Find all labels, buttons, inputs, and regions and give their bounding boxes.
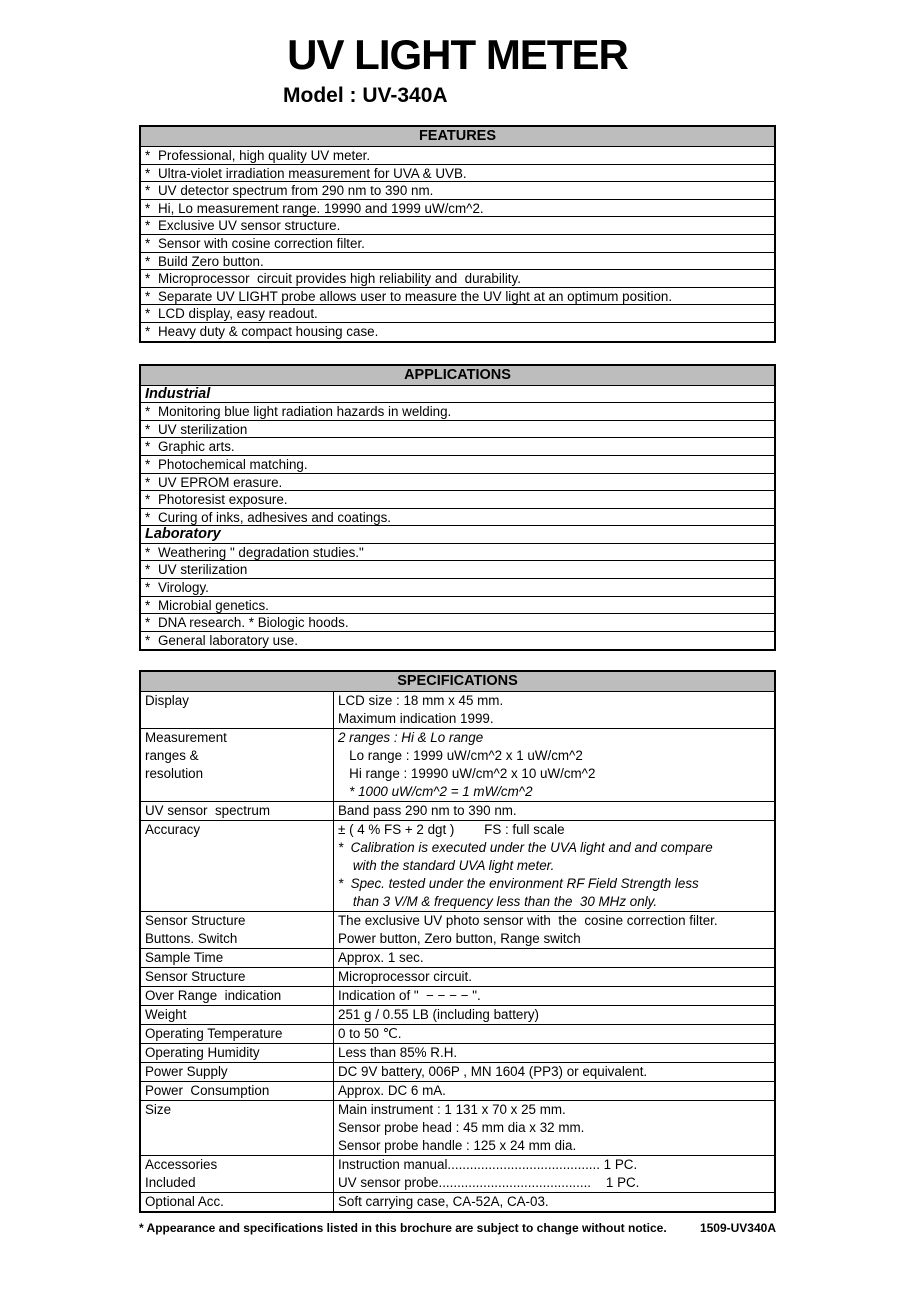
spec-label-line: Display <box>145 693 189 709</box>
spec-label-line: Sensor Structure <box>145 969 246 985</box>
specifications-header: SPECIFICATIONS <box>141 672 774 692</box>
spec-row <box>141 1082 774 1101</box>
spec-row <box>141 1193 774 1211</box>
bullet-asterisk: * <box>145 544 151 560</box>
application-row <box>141 421 774 439</box>
bullet-asterisk: * <box>145 200 151 216</box>
spec-value-line: Approx. DC 6 mA. <box>338 1083 446 1099</box>
feature-row <box>141 305 774 323</box>
spec-value <box>334 1193 774 1211</box>
spec-label-line: Accessories <box>145 1157 218 1173</box>
feature-row <box>141 200 774 218</box>
bullet-asterisk: * <box>145 615 151 631</box>
spec-value <box>334 729 774 801</box>
spec-label <box>141 968 334 986</box>
spec-row <box>141 729 774 802</box>
spec-label <box>141 1082 334 1100</box>
application-group-label: Industrial <box>141 386 774 404</box>
feature-row-text: UV detector spectrum from 290 nm to 390 nm. <box>158 183 434 199</box>
spec-value <box>334 1156 774 1192</box>
feature-row <box>141 270 774 288</box>
feature-row-text: LCD display, easy readout. <box>158 306 318 322</box>
spec-label-line: resolution <box>145 766 204 782</box>
spec-row <box>141 1101 774 1156</box>
specifications-body <box>141 692 774 1211</box>
features-body <box>141 147 774 341</box>
spec-label-line: Size <box>145 1102 172 1118</box>
spec-value-line: Sensor probe head : 45 mm dia x 32 mm. <box>338 1120 585 1136</box>
spec-row <box>141 1006 774 1025</box>
bullet-asterisk: * <box>145 456 151 472</box>
bullet-asterisk: * <box>145 580 151 596</box>
spec-row <box>141 821 774 912</box>
spec-row <box>141 1063 774 1082</box>
application-row <box>141 632 774 650</box>
feature-row-text: Microprocessor circuit provides high reliability and durability. <box>158 271 521 287</box>
application-row <box>141 456 774 474</box>
bullet-asterisk: * <box>145 509 151 525</box>
application-row-text: Photochemical matching. <box>158 456 308 472</box>
spec-value-line: ± ( 4 % FS + 2 dgt ) FS : full scale <box>338 822 565 838</box>
bullet-asterisk: * <box>145 253 151 269</box>
application-row <box>141 438 774 456</box>
spec-label-line: Operating Humidity <box>145 1045 260 1061</box>
bullet-asterisk: * <box>145 218 151 234</box>
spec-row <box>141 802 774 821</box>
spec-label-spacer <box>145 1137 333 1155</box>
bullet-asterisk: * <box>145 148 151 163</box>
spec-label <box>141 912 334 948</box>
spec-value-line: DC 9V battery, 006P , MN 1604 (PP3) or equivalent. <box>338 1064 648 1080</box>
spec-row <box>141 1044 774 1063</box>
spec-value <box>334 692 774 728</box>
bullet-asterisk: * <box>145 404 151 420</box>
feature-row <box>141 165 774 183</box>
spec-value-line: Hi range : 19990 uW/cm^2 x 10 uW/cm^2 <box>338 766 596 782</box>
application-row <box>141 597 774 615</box>
spec-value-line: with the standard UVA light meter. <box>338 858 555 874</box>
feature-row-text: Separate UV LIGHT probe allows user to measure the UV light at an optimum position. <box>158 288 673 304</box>
application-group-label: Laboratory <box>141 526 774 544</box>
spec-label-spacer <box>145 875 333 893</box>
spec-value <box>334 968 774 986</box>
feature-row-text: Heavy duty & compact housing case. <box>158 323 379 339</box>
bullet-asterisk: * <box>145 562 151 578</box>
feature-row <box>141 235 774 253</box>
spec-label <box>141 1006 334 1024</box>
application-row-text: Weathering " degradation studies." <box>158 544 364 560</box>
spec-label <box>141 821 334 911</box>
application-row <box>141 561 774 579</box>
bullet-asterisk: * <box>145 306 151 322</box>
applications-header: APPLICATIONS <box>141 366 774 386</box>
spec-value <box>334 1082 774 1100</box>
spec-value <box>334 1025 774 1043</box>
spec-label <box>141 1025 334 1043</box>
spec-value-line: * Spec. tested under the environment RF Field Strength less <box>338 876 699 892</box>
spec-label-line: Power Supply <box>145 1064 228 1080</box>
spec-value-line: Instruction manual......................................... 1 PC. <box>338 1157 638 1173</box>
spec-value-line: 0 to 50 ℃. <box>338 1026 402 1042</box>
application-row-text: Curing of inks, adhesives and coatings. <box>158 509 391 525</box>
spec-value-line: Indication of " − − − − ". <box>338 988 481 1004</box>
application-row-text: UV sterilization <box>158 562 248 578</box>
spec-row <box>141 912 774 949</box>
spec-value-line: The exclusive UV photo sensor with the cosine correction filter. <box>338 913 718 929</box>
spec-value-line: LCD size : 18 mm x 45 mm. <box>338 693 504 709</box>
spec-value-line: UV sensor probe......................................... 1 PC. <box>338 1175 640 1191</box>
applications-body <box>141 386 774 650</box>
application-row <box>141 579 774 597</box>
spec-value-line: Maximum indication 1999. <box>338 711 494 727</box>
spec-label-spacer <box>145 857 333 875</box>
feature-row <box>141 182 774 200</box>
feature-row-text: Exclusive UV sensor structure. <box>158 218 341 234</box>
bullet-asterisk: * <box>145 323 151 339</box>
spec-value-line: Sensor probe handle : 125 x 24 mm dia. <box>338 1138 577 1154</box>
bullet-asterisk: * <box>145 474 151 490</box>
spec-label <box>141 949 334 967</box>
application-row <box>141 491 774 509</box>
spec-label-line: Weight <box>145 1007 187 1023</box>
spec-value-line: Lo range : 1999 uW/cm^2 x 1 uW/cm^2 <box>338 748 583 764</box>
spec-label <box>141 987 334 1005</box>
spec-value <box>334 1063 774 1081</box>
spec-label-spacer <box>145 839 333 857</box>
application-row-text: Monitoring blue light radiation hazards in welding. <box>158 404 452 420</box>
spec-value <box>334 802 774 820</box>
spec-label-line: Optional Acc. <box>145 1194 224 1210</box>
spec-label-line: Measurement <box>145 730 227 746</box>
spec-value <box>334 949 774 967</box>
feature-row-text: Sensor with cosine correction filter. <box>158 235 365 251</box>
features-header: FEATURES <box>141 127 774 147</box>
feature-row-text: Ultra-violet irradiation measurement for UVA & UVB. <box>158 165 467 181</box>
application-row <box>141 544 774 562</box>
feature-row <box>141 323 774 341</box>
spec-label <box>141 1101 334 1155</box>
application-row-text: UV EPROM erasure. <box>158 474 283 490</box>
spec-label-line: Sensor Structure <box>145 913 246 929</box>
spec-value-line: Less than 85% R.H. <box>338 1045 458 1061</box>
application-row-text: Virology. <box>158 580 209 596</box>
page-content <box>139 0 776 1236</box>
spec-label-line: Accuracy <box>145 822 201 838</box>
spec-row <box>141 1025 774 1044</box>
spec-row <box>141 1156 774 1193</box>
spec-value <box>334 821 774 911</box>
feature-row <box>141 288 774 306</box>
spec-label <box>141 729 334 801</box>
application-row-text: Photoresist exposure. <box>158 492 288 508</box>
spec-value-line: * 1000 uW/cm^2 = 1 mW/cm^2 <box>338 784 533 800</box>
spec-row <box>141 692 774 729</box>
application-row-text: General laboratory use. <box>158 632 298 648</box>
spec-value-line: * Calibration is executed under the UVA light and and compare <box>338 840 713 856</box>
feature-row <box>141 253 774 271</box>
spec-row <box>141 949 774 968</box>
specifications-table <box>139 670 776 1213</box>
application-row-text: UV sterilization <box>158 421 248 437</box>
spec-value-line: Main instrument : 1 131 x 70 x 25 mm. <box>338 1102 566 1118</box>
bullet-asterisk: * <box>145 421 151 437</box>
bullet-asterisk: * <box>145 235 151 251</box>
application-row <box>141 614 774 632</box>
spec-value-line: 2 ranges : Hi & Lo range <box>338 730 484 746</box>
spec-label-line: UV sensor spectrum <box>145 803 271 819</box>
spec-label-line: ranges & <box>145 748 199 764</box>
spec-value <box>334 1006 774 1024</box>
spec-label <box>141 1193 334 1211</box>
spec-label-spacer <box>145 893 333 911</box>
spec-label-line: Included <box>145 1175 196 1191</box>
feature-row-text: Build Zero button. <box>158 253 264 269</box>
spec-label-line: Over Range indication <box>145 988 282 1004</box>
bullet-asterisk: * <box>145 632 151 648</box>
applications-table <box>139 364 776 652</box>
feature-row <box>141 217 774 235</box>
spec-label-spacer <box>145 1119 333 1137</box>
application-row-text: Graphic arts. <box>158 439 235 455</box>
bullet-asterisk: * <box>145 165 151 181</box>
spec-value-line: Approx. 1 sec. <box>338 950 424 966</box>
spec-label-line: Operating Temperature <box>145 1026 283 1042</box>
spec-label <box>141 1156 334 1192</box>
application-row-text: Microbial genetics. <box>158 597 269 613</box>
spec-value-line: Power button, Zero button, Range switch <box>338 931 581 947</box>
spec-value-line: Soft carrying case, CA-52A, CA-03. <box>338 1194 549 1210</box>
bullet-asterisk: * <box>145 597 151 613</box>
spec-value <box>334 1101 774 1155</box>
spec-value <box>334 912 774 948</box>
spec-value-line: 251 g / 0.55 LB (including battery) <box>338 1007 539 1023</box>
spec-label <box>141 1063 334 1081</box>
feature-row-text: Hi, Lo measurement range. 19990 and 1999 uW/cm^2. <box>158 200 484 216</box>
spec-label <box>141 1044 334 1062</box>
spec-row <box>141 968 774 987</box>
bullet-asterisk: * <box>145 492 151 508</box>
spec-label-line: Buttons. Switch <box>145 931 238 947</box>
footer-code: 1509-UV340A <box>699 1221 776 1236</box>
application-row <box>141 509 774 527</box>
spec-label-spacer <box>145 710 333 728</box>
features-table <box>139 125 776 343</box>
footer <box>139 1221 776 1236</box>
spec-row <box>141 987 774 1006</box>
bullet-asterisk: * <box>145 439 151 455</box>
model-label: Model : UV-340A <box>283 84 448 107</box>
spec-value-line: than 3 V/M & frequency less than the 30 MHz only. <box>338 894 658 910</box>
bullet-asterisk: * <box>145 183 151 199</box>
application-row <box>141 403 774 421</box>
spec-label-spacer <box>145 783 333 801</box>
bullet-asterisk: * <box>145 271 151 287</box>
spec-value-line: Microprocessor circuit. <box>338 969 472 985</box>
spec-label-line: Sample Time <box>145 950 224 966</box>
spec-label <box>141 692 334 728</box>
spec-value <box>334 1044 774 1062</box>
spec-label-line: Power Consumption <box>145 1083 270 1099</box>
bullet-asterisk: * <box>145 288 151 304</box>
page-title: UV LIGHT METER <box>287 31 628 78</box>
application-row-text: DNA research. * Biologic hoods. <box>158 615 349 631</box>
spec-label <box>141 802 334 820</box>
footer-note: * Appearance and specifications listed in this brochure are subject to change without notice. <box>139 1221 667 1236</box>
spec-value-line: Band pass 290 nm to 390 nm. <box>338 803 517 819</box>
spec-value <box>334 987 774 1005</box>
application-row <box>141 474 774 492</box>
feature-row-text: Professional, high quality UV meter. <box>158 148 371 163</box>
feature-row <box>141 147 774 165</box>
